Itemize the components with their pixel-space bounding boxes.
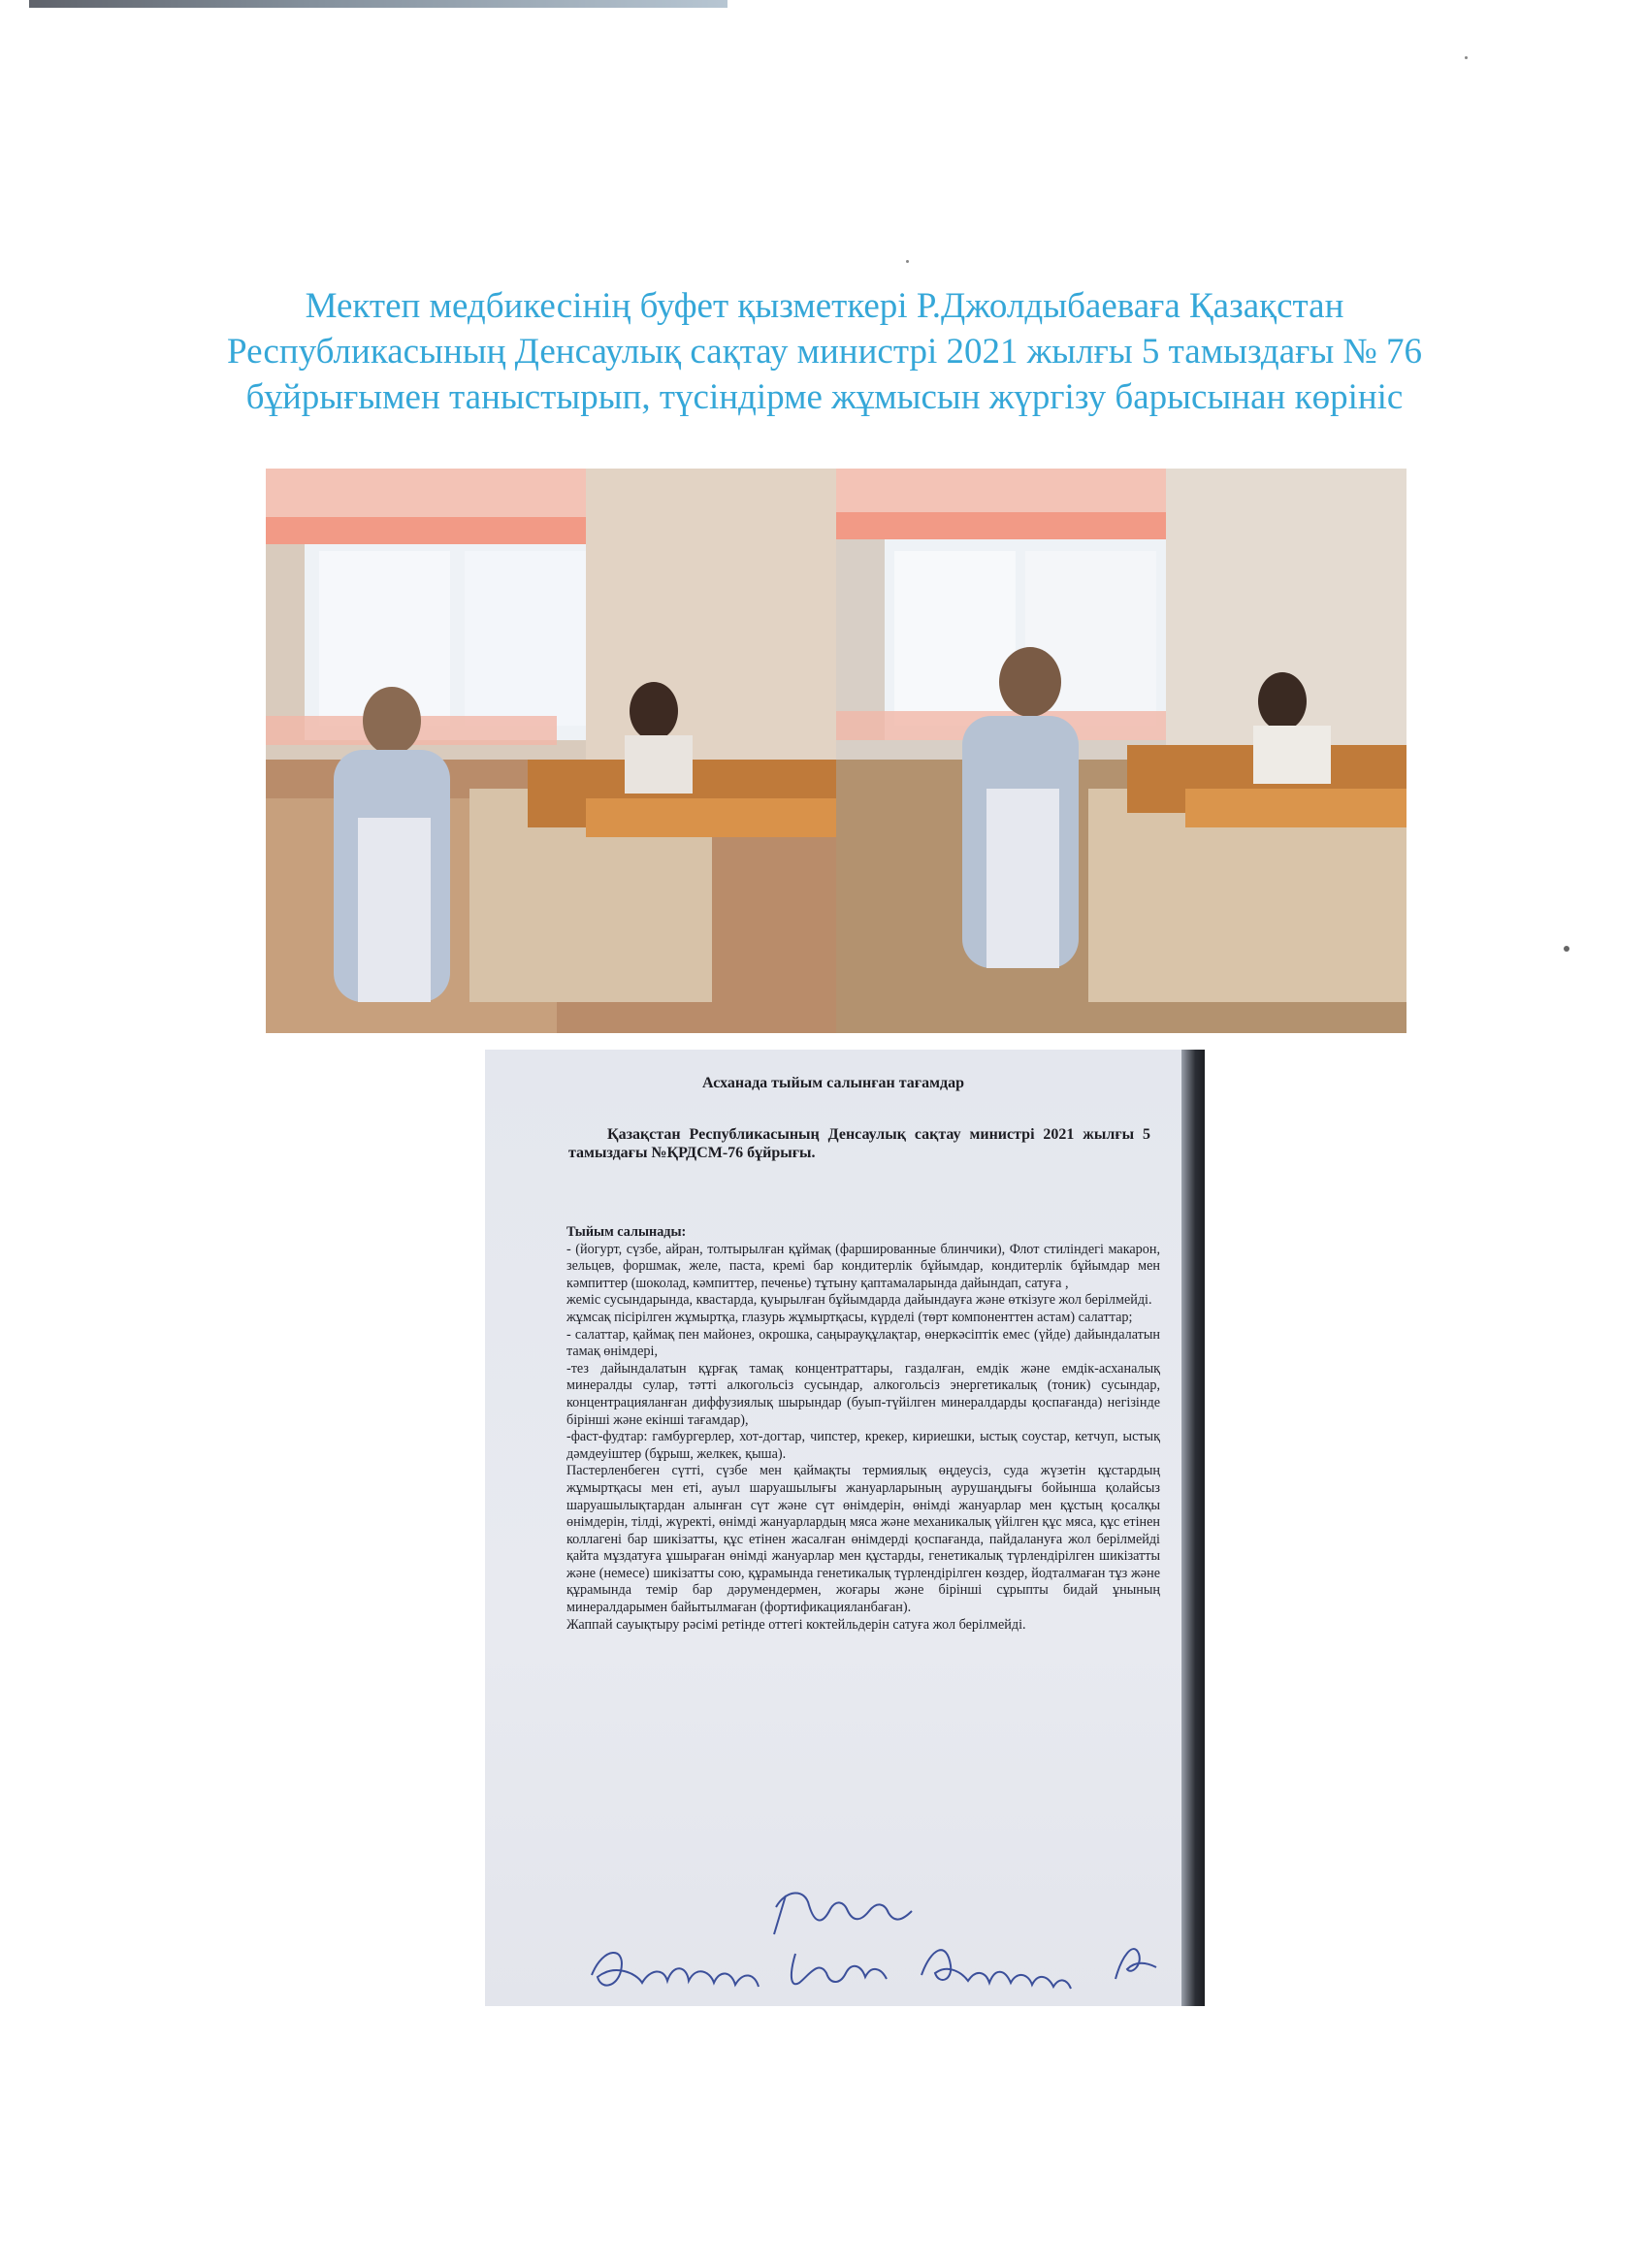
scan-speck	[1564, 946, 1569, 952]
ban-paragraph: - (йогурт, сүзбе, айран, толтырылған құймақ (фаршированные блинчики), Флот стиліндегі макарон, зельцев, форшмак, желе, паста, кремі бар кондитерлік бұйымдар, кондитерлік бұйымдар мен кәмпиттер (шоколад, кәмпиттер, печенье) тұтыну қаптамаларында дайындап, сатуға ,	[566, 1241, 1160, 1291]
scan-shadow-edge	[1181, 1050, 1205, 2006]
scan-top-edge	[29, 0, 728, 8]
document-body	[566, 1224, 1160, 1634]
page-heading	[87, 283, 1562, 420]
ban-paragraph: -тез дайындалатын құрғақ тамақ концентраттары, газдалған, емдік және емдік-асханалық минералды сулар, тәтті алкогольсіз сусындар, алкогольсіз энергетикалық (тоник) сусындар, концентрацияланған диффузиялық шырындар (буып-түйілген минералдарды қоспағанда) негізінде бірінші және екінші тағамдар),	[566, 1360, 1160, 1428]
ban-paragraph: Жаппай сауықтыру рәсімі ретінде оттегі коктейльдерін сатуға жол берілмейді.	[566, 1616, 1026, 1633]
ban-paragraph: Пастерленбеген сүтті, сүзбе мен қаймақты термиялық өңдеусіз, суда жүзетін құстардың жұмыртқасы мен еті, ауыл шаруашылығы жануарларының аурушаңдығы бойынша қолайсыз шаруашылықтардан алынған сүт және сүт өнімдерін, өнімді жануарлар мен құстың қосалқы өнімдерін, тілді, жүректі, өнімді жануарлардың мяса және механикалық үйілген құс мяса, құс етінен коллагені бар шикізатты, құс етінен жасалған өнімдерді қоспағанда, пайдалануға жол берілмейді қайта мұздатуға ұшыраған өнімді жануарлар мен құстарды, генетикалық түрлендірілген шикізатты және (немесе) шикізатты сою, құрамында генетикалық түрлендірілген көздер, йодталмаған тұз және құрамында темір бар дәрумендермен, жоғары және бірінші сұрыпты бидай ұнының минералдарымен байытылмаған (фортификацияланбаған).	[566, 1463, 1160, 1616]
heading-line: Республикасының Денсаулық сақтау министрі 2021 жылғы 5 тамыздағы № 76	[226, 332, 1423, 372]
photo-left	[266, 469, 836, 1033]
handwritten-signature	[485, 1886, 1181, 2006]
scan-speck	[1465, 56, 1468, 59]
photo-right	[836, 469, 1406, 1033]
heading-line: бұйрығымен таныстырып, түсіндірме жұмысын жүргізу барысынан көрініс	[245, 377, 1404, 417]
document-title: Асханада тыйым салынған тағамдар	[702, 1075, 964, 1091]
ban-heading: Тыйым салынады:	[566, 1224, 687, 1240]
heading-line: Мектеп медбикесінің буфет қызметкері Р.Джолдыбаеваға Қазақстан	[305, 286, 1344, 326]
ban-paragraph: -фаст-фудтар: гамбургерлер, хот-догтар, чипстер, крекер, кириешки, ыстық соустар, кетчуп, ыстық дәмдеуіштер (бұрыш, желкек, қыша).	[566, 1429, 1160, 1462]
prohibited-foods-document	[485, 1050, 1205, 2006]
document-order-reference: Қазақстан Республикасының Денсаулық сақтау министрі 2021 жылғы 5 тамыздағы №ҚРДСМ-76 бұйрығы.	[568, 1126, 1150, 1161]
ban-paragraph: жұмсақ пісірілген жұмыртқа, глазурь жұмыртқасы, күрделі (төрт компоненттен астам) салаттар;	[566, 1309, 1133, 1325]
ban-paragraph: жеміс сусындарында, квастарда, қуырылған бұйымдарда дайындауға және өткізуге жол берілмейді.	[566, 1292, 1152, 1309]
ban-paragraph: - салаттар, қаймақ пен майонез, окрошка, саңырауқұлақтар, өнеркәсіптік емес (үйде) дайындалатын тамақ өнімдері,	[566, 1326, 1160, 1360]
scan-speck	[906, 260, 909, 263]
